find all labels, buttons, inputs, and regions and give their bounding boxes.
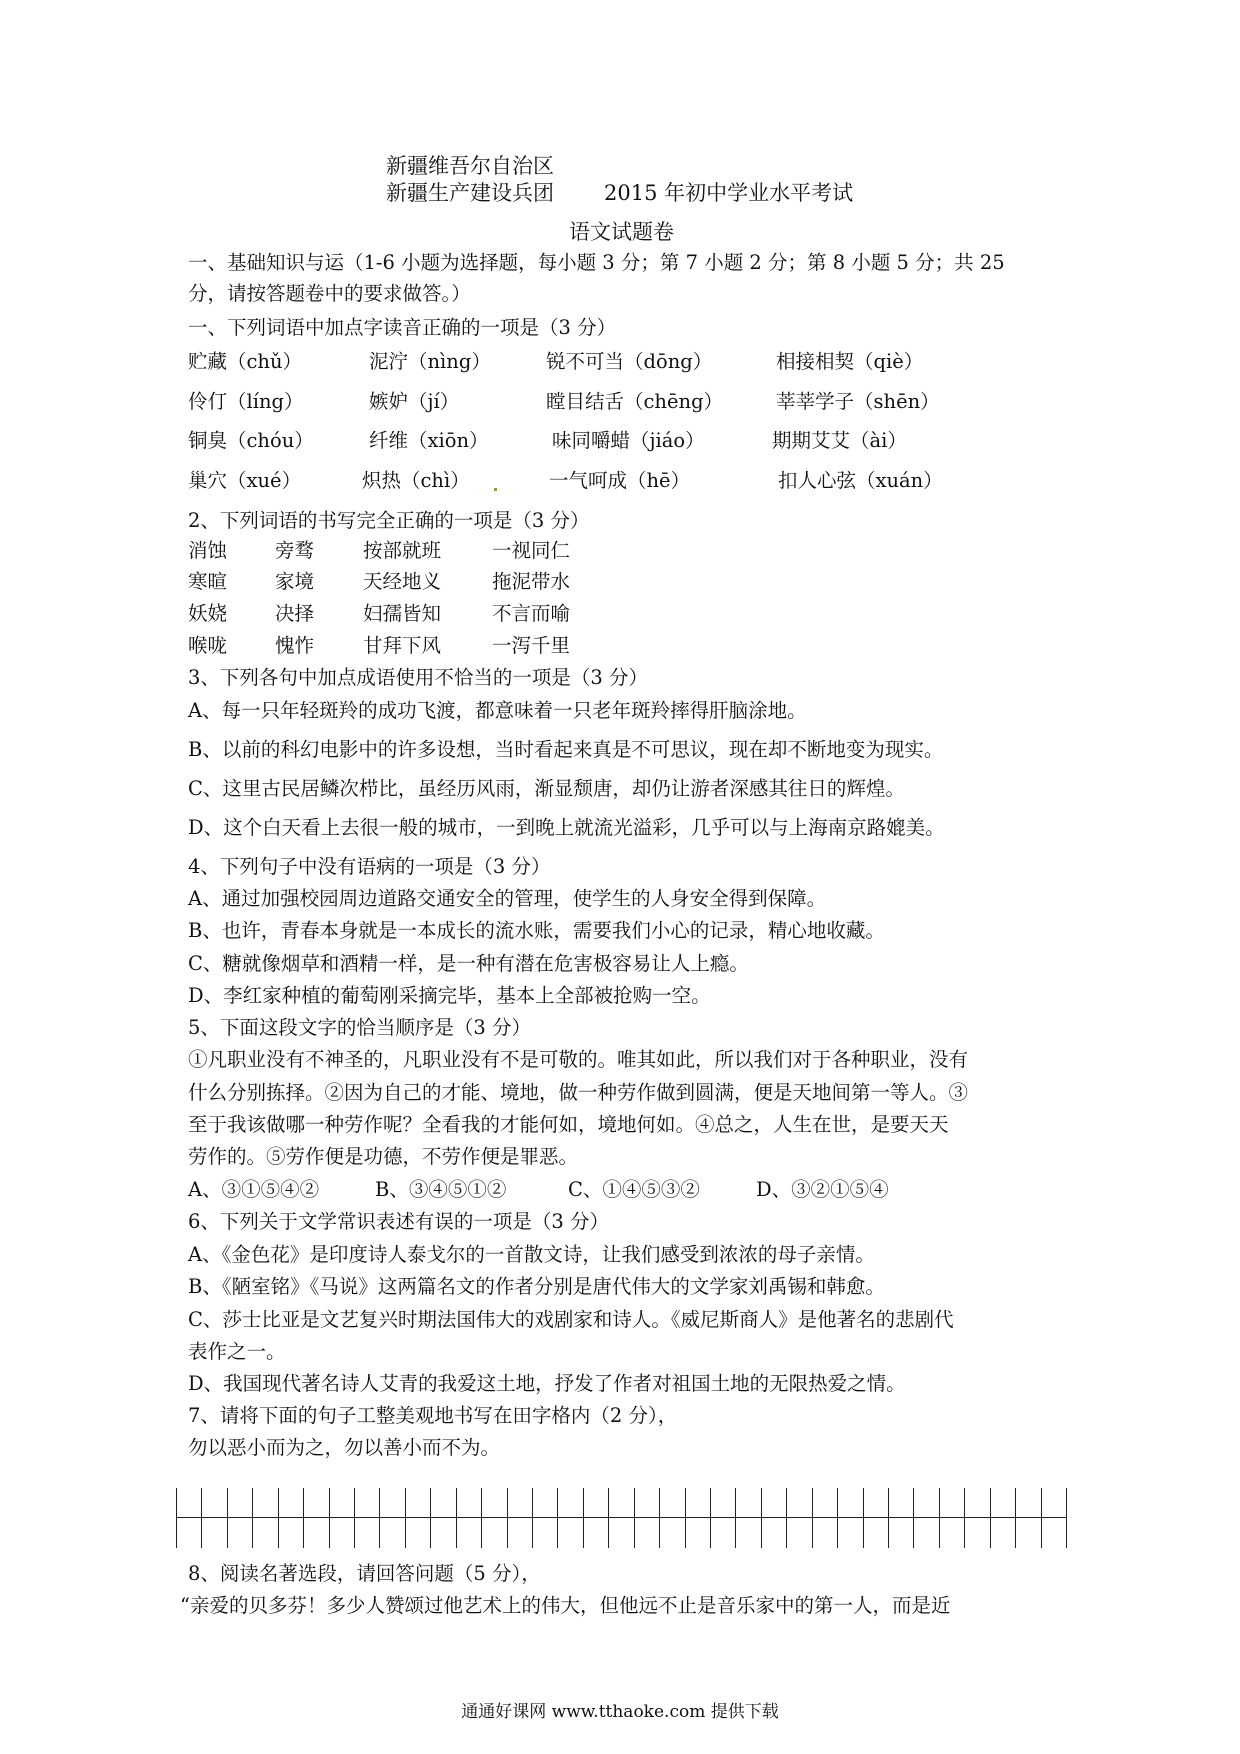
- grid-line: [659, 1488, 660, 1548]
- q2-word: 天经地义: [363, 570, 442, 593]
- grid-line: [608, 1488, 609, 1548]
- grid-line: [379, 1488, 380, 1548]
- q2-word: 妇孺皆知: [363, 602, 442, 625]
- grid-line: [964, 1488, 965, 1548]
- q2-word: 消蚀: [188, 539, 228, 562]
- q2-word: 不言而喻: [492, 602, 571, 625]
- q1-item: 莘莘学子（shēn）: [776, 390, 940, 413]
- grid-line: [557, 1488, 558, 1548]
- grid-line: [430, 1488, 431, 1548]
- grid-line: [583, 1488, 584, 1548]
- stray-mark: [494, 488, 497, 491]
- q1-item: 味同嚼蜡（jiáo）: [552, 429, 705, 452]
- q1-item: 伶仃（líng）: [188, 390, 304, 413]
- grid-line: [456, 1488, 457, 1548]
- q1-item: 一气呵成（hē）: [549, 469, 691, 492]
- grid-line: [786, 1488, 787, 1548]
- q2-word: 一泻千里: [492, 634, 571, 657]
- writing-grid[interactable]: [176, 1488, 1066, 1548]
- q1-item: 锐不可当（dōng）: [546, 350, 713, 373]
- q8-stem: 8、阅读名著选段，请回答问题（5 分），: [188, 1562, 541, 1585]
- q6-option-c-cont: 表作之一。: [188, 1340, 286, 1363]
- q6-option-d: D、我国现代著名诗人艾青的我爱这土地，抒发了作者对祖国土地的无限热爱之情。: [188, 1372, 906, 1395]
- q2-word: 旁骛: [275, 539, 315, 562]
- q1-item: 贮藏（chǔ）: [188, 350, 303, 373]
- q1-item: 期期艾艾（ài）: [772, 429, 907, 452]
- q5-option-c: C、①④⑤③②: [568, 1178, 700, 1201]
- q4-stem: 4、下列句子中没有语病的一项是（3 分）: [188, 855, 551, 878]
- grid-line: [685, 1488, 686, 1548]
- grid-line: [837, 1488, 838, 1548]
- grid-line: [634, 1488, 635, 1548]
- q2-word: 按部就班: [363, 539, 442, 562]
- q6-option-c: C、莎士比亚是文艺复兴时期法国伟大的戏剧家和诗人。《威尼斯商人》是他著名的悲剧代: [188, 1308, 954, 1331]
- q6-option-a: A、《金色花》是印度诗人泰戈尔的一首散文诗，让我们感受到浓浓的母子亲情。: [188, 1243, 875, 1266]
- q2-word: 愧怍: [275, 634, 315, 657]
- q1-item: 炽热（chì）: [362, 469, 470, 492]
- grid-line: [735, 1488, 736, 1548]
- q5-stem: 5、下面这段文字的恰当顺序是（3 分）: [188, 1016, 532, 1039]
- q2-word: 一视同仁: [492, 539, 571, 562]
- grid-line: [863, 1488, 864, 1548]
- q2-word: 家境: [275, 570, 315, 593]
- grid-line: [1041, 1488, 1042, 1548]
- q2-word: 喉咙: [188, 634, 228, 657]
- q6-option-b: B、《陋室铭》《马说》这两篇名文的作者分别是唐代伟大的文学家刘禹锡和韩愈。: [188, 1275, 885, 1298]
- grid-line: [405, 1488, 406, 1548]
- q3-option-b: B、以前的科幻电影中的许多设想，当时看起来真是不可思议，现在却不断地变为现实。: [188, 738, 944, 761]
- grid-line: [252, 1488, 253, 1548]
- q1-item: 扣人心弦（xuán）: [778, 469, 943, 492]
- q2-word: 甘拜下风: [363, 634, 442, 657]
- q5-passage-line: 劳作的。⑤劳作便是功德，不劳作便是罪恶。: [188, 1145, 579, 1168]
- grid-line: [481, 1488, 482, 1548]
- grid-line: [812, 1488, 813, 1548]
- q4-option-d: D、李红家种植的葡萄刚采摘完毕，基本上全部被抢购一空。: [188, 984, 711, 1007]
- q1-item: 嫉妒（jí）: [369, 390, 460, 413]
- grid-line: [532, 1488, 533, 1548]
- q1-item: 纤维（xiōn）: [369, 429, 489, 452]
- grid-line: [278, 1488, 279, 1548]
- q7-stem: 7、请将下面的句子工整美观地书写在田字格内（2 分），: [188, 1404, 678, 1427]
- grid-line: [710, 1488, 711, 1548]
- grid-line: [303, 1488, 304, 1548]
- grid-line: [913, 1488, 914, 1548]
- q5-passage-line: ①凡职业没有不神圣的，凡职业没有不是可敬的。唯其如此，所以我们对于各种职业，没有: [188, 1048, 969, 1071]
- q1-item: 相接相契（qiè）: [776, 350, 924, 373]
- q2-word: 拖泥带水: [492, 570, 571, 593]
- section-intro-line-1: 一、基础知识与运（1-6 小题为选择题，每小题 3 分；第 7 小题 2 分；第 8 小题 5 分；共 25: [188, 251, 1005, 274]
- footer-credit: 通通好课网 www.tthaoke.com 提供下载: [461, 1702, 779, 1722]
- q5-option-b: B、③④⑤①②: [375, 1178, 507, 1201]
- q6-stem: 6、下列关于文学常识表述有误的一项是（3 分）: [188, 1210, 610, 1233]
- q1-item: 泥泞（nìng）: [369, 350, 491, 373]
- q1-item: 巢穴（xué）: [188, 469, 302, 492]
- grid-line: [201, 1488, 202, 1548]
- section-intro-line-2: 分，请按答题卷中的要求做答。）: [188, 282, 471, 305]
- header-exam-title: 2015 年初中学业水平考试: [604, 181, 854, 205]
- header-org-2: 新疆生产建设兵团: [386, 181, 554, 205]
- q5-passage-line: 什么分别拣择。②因为自己的才能、境地，做一种劳作做到圆满，便是天地间第一等人。③: [188, 1081, 969, 1104]
- grid-line: [507, 1488, 508, 1548]
- grid-line: [227, 1488, 228, 1548]
- q2-word: 决择: [275, 602, 315, 625]
- q3-option-a: A、每一只年轻斑羚的成功飞渡，都意味着一只老年斑羚摔得肝脑涂地。: [188, 699, 807, 722]
- q2-word: 妖娆: [188, 602, 228, 625]
- q5-option-d: D、③②①⑤④: [756, 1178, 889, 1201]
- q3-stem: 3、下列各句中加点成语使用不恰当的一项是（3 分）: [188, 666, 649, 689]
- q8-quote: “亲爱的贝多芬！多少人赞颂过他艺术上的伟大，但他远不止是音乐家中的第一人，而是近: [180, 1594, 951, 1617]
- grid-line: [1066, 1488, 1067, 1548]
- grid-line: [761, 1488, 762, 1548]
- q5-passage-line: 至于我该做哪一种劳作呢？全看我的才能何如，境地何如。④总之，人生在世，是要天天: [188, 1113, 949, 1136]
- q1-item: 铜臭（chóu）: [188, 429, 314, 452]
- q2-word: 寒暄: [188, 570, 228, 593]
- grid-line: [176, 1488, 177, 1548]
- grid-line: [329, 1488, 330, 1548]
- grid-line: [1015, 1488, 1016, 1548]
- page-subtitle: 语文试题卷: [569, 220, 674, 244]
- grid-line: [939, 1488, 940, 1548]
- q1-item: 瞠目结舌（chēng）: [546, 390, 724, 413]
- grid-midline: [176, 1517, 1066, 1518]
- q2-stem: 2、下列词语的书写完全正确的一项是（3 分）: [188, 509, 590, 532]
- grid-line: [354, 1488, 355, 1548]
- header-org-1: 新疆维吾尔自治区: [386, 154, 554, 178]
- q7-sentence: 勿以恶小而为之，勿以善小而不为。: [188, 1436, 501, 1459]
- q1-stem: 一、下列词语中加点字读音正确的一项是（3 分）: [188, 316, 617, 339]
- grid-line: [990, 1488, 991, 1548]
- q5-option-a: A、③①⑤④②: [188, 1178, 320, 1201]
- q3-option-c: C、这里古民居鳞次栉比，虽经历风雨，渐显颓唐，却仍让游者深感其往日的辉煌。: [188, 777, 905, 800]
- q4-option-a: A、通过加强校园周边道路交通安全的管理，使学生的人身安全得到保障。: [188, 887, 827, 910]
- q4-option-b: B、也许，青春本身就是一本成长的流水账，需要我们小心的记录，精心地收藏。: [188, 919, 885, 942]
- grid-line: [888, 1488, 889, 1548]
- q3-option-d: D、这个白天看上去很一般的城市，一到晚上就流光溢彩，几乎可以与上海南京路媲美。: [188, 816, 945, 839]
- q4-option-c: C、糖就像烟草和酒精一样，是一种有潜在危害极容易让人上瘾。: [188, 952, 749, 975]
